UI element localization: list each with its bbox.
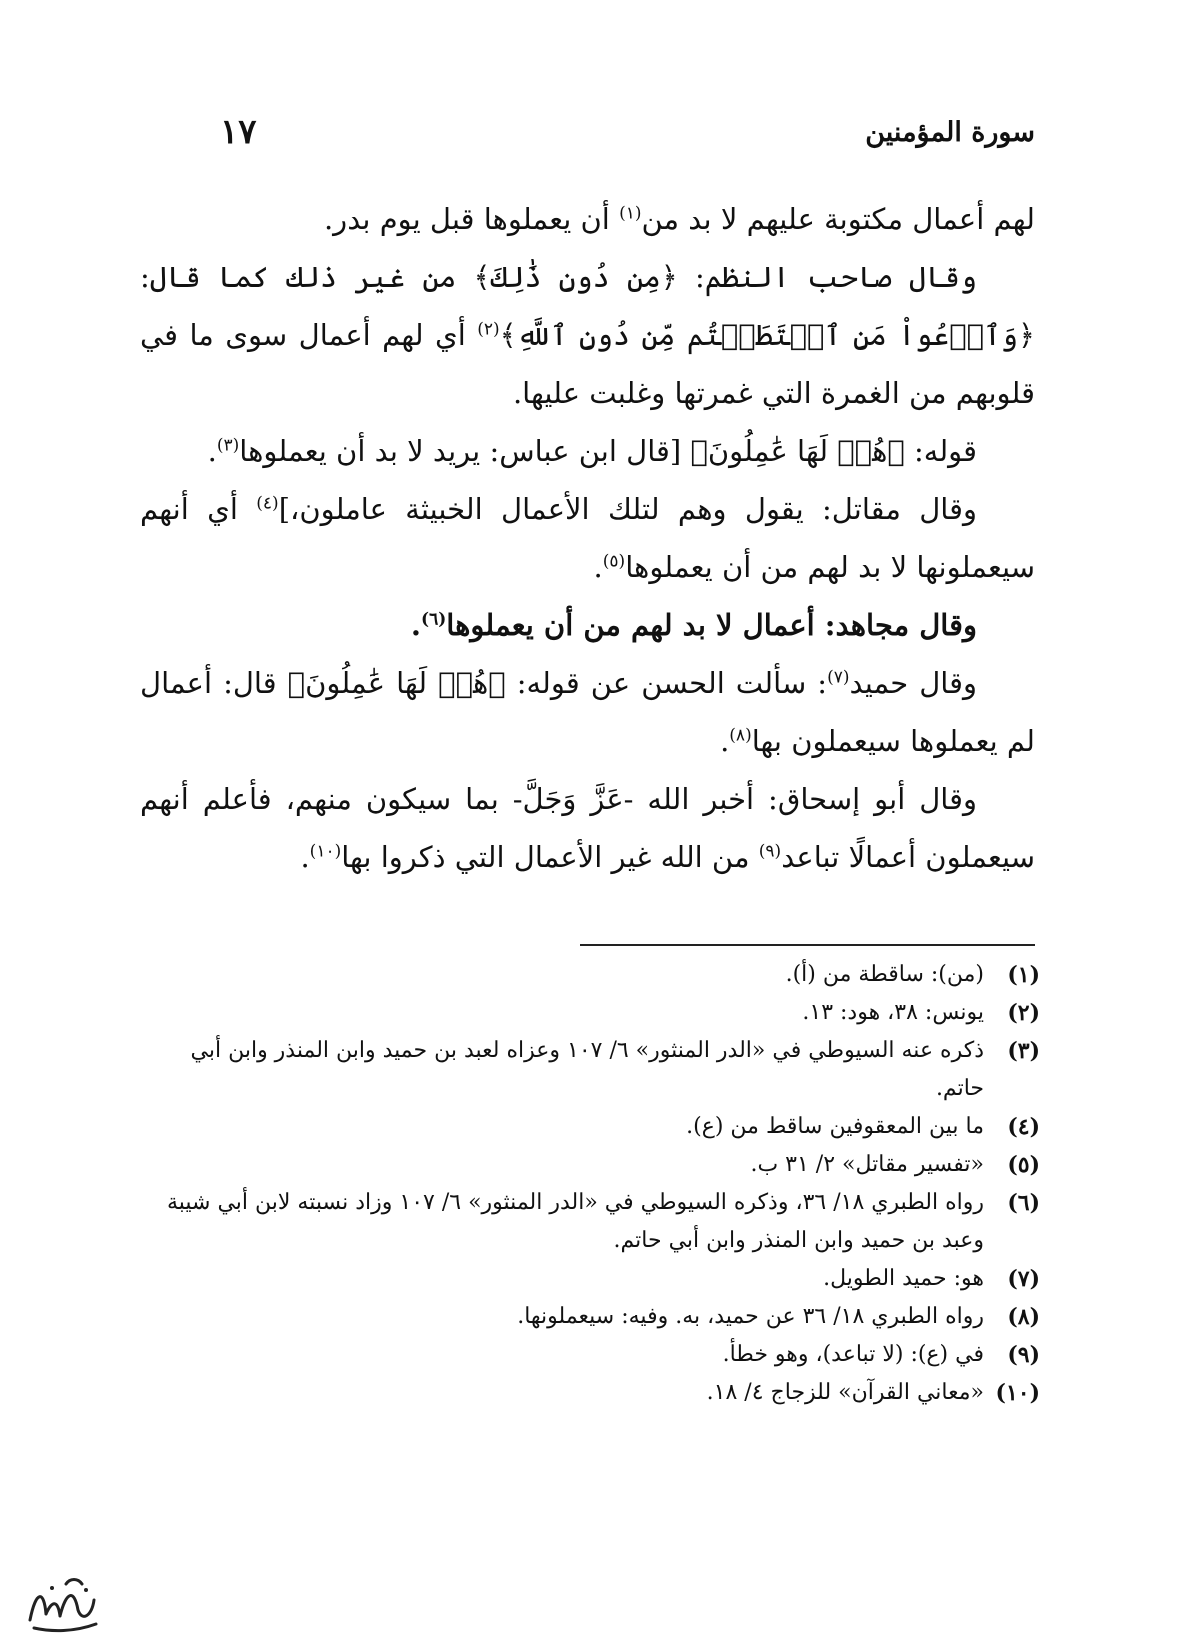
footnote-item <box>140 1374 1040 1412</box>
paragraph-5: وقال مجاهد: أعمال لا بد لهم من أن يعملوها$^{(٦)}$. <box>410 608 977 642</box>
footnote-text: في (ع): (لا تباعد)، وهو خطأ. <box>722 1342 984 1367</box>
footnote-number: (٤) <box>1007 1114 1040 1140</box>
footnote-ref-1[interactable]: (١) <box>619 203 642 224</box>
footnote-item <box>140 1032 1040 1108</box>
footnote-text: رواه الطبري ١٨/ ٣٦ عن حميد، به. وفيه: سيعملونها. <box>517 1304 984 1329</box>
surah-title: سورة المؤمنين <box>865 116 1035 148</box>
footnote-number: (٣) <box>1007 1038 1040 1064</box>
footnote-number: (٩) <box>1007 1342 1040 1368</box>
footnote-ref-7[interactable]: (٧) <box>827 667 850 688</box>
page-number: ١٧ <box>220 112 257 152</box>
footnote-ref-2[interactable]: (٢) <box>477 319 500 340</box>
footnote-number: (٨) <box>1007 1304 1040 1330</box>
footnote-number: (٥) <box>1007 1152 1040 1178</box>
footnote-text: هو: حميد الطويل. <box>823 1266 984 1291</box>
footnote-text: (من): ساقطة من (أ). <box>785 962 984 987</box>
footnotes <box>140 956 1040 1412</box>
main-text <box>140 190 1035 886</box>
footnote-number: (٢) <box>1007 1000 1040 1026</box>
paragraph-6: وقال حميد$^{(٧)}$: سألت الحسن عن قوله: ﴿هُمۡ لَهَا عَٰمِلُونَ﴾ قال: أعمال لم يعملوها سيعملون بها$^{(٨)}$. <box>140 666 1035 758</box>
footnote-number: (١٠) <box>995 1380 1040 1406</box>
footnote-text: ذكره عنه السيوطي في «الدر المنثور» ٦/ ١٠٧ وعزاه لعبد بن حميد وابن المنذر وابن أبي حاتم. <box>190 1038 984 1101</box>
footnote-ref-4[interactable]: (٤) <box>256 493 279 514</box>
footnote-ref-8[interactable]: (٨) <box>729 725 752 746</box>
footnote-item <box>140 1260 1040 1298</box>
footnote-ref-9[interactable]: (٩) <box>758 841 782 862</box>
footnote-divider <box>580 944 1035 946</box>
footnote-text: يونس: ٣٨، هود: ١٣. <box>802 1000 984 1025</box>
footnote-ref-3[interactable]: (٣) <box>216 435 240 456</box>
footnote-text: رواه الطبري ١٨/ ٣٦، وذكره السيوطي في «الدر المنثور» ٦/ ١٠٧ وزاد نسبته لابن أبي شيبة وعبد بن حميد وابن المنذر وابن أبي حاتم. <box>166 1190 984 1253</box>
footnote-item <box>140 956 1040 994</box>
footnote-number: (١) <box>1007 962 1040 988</box>
footnote-item <box>140 1108 1040 1146</box>
footnote-item <box>140 1184 1040 1260</box>
footnote-ref-6[interactable]: (٦) <box>421 609 447 630</box>
footnote-ref-10[interactable]: (١٠) <box>309 841 342 862</box>
footnote-item <box>140 1336 1040 1374</box>
footnote-text: «معاني القرآن» للزجاج ٤/ ١٨. <box>706 1380 984 1405</box>
footnote-text: ما بين المعقوفين ساقط من (ع). <box>686 1114 984 1139</box>
footnote-text: «تفسير مقاتل» ٢/ ٣١ ب. <box>750 1152 984 1177</box>
paragraph-1: لهم أعمال مكتوبة عليهم لا بد من$^{(١)}$ أن يعملوها قبل يوم بدر. <box>323 202 1035 236</box>
paragraph-4: وقال مقاتل: يقول وهم لتلك الأعمال الخبيثة عاملون،]$^{(٤)}$ أي أنهم سيعملونها لا بد لهم من أن يعملوها$^{(٥)}$. <box>140 492 1035 584</box>
footnote-item <box>140 1298 1040 1336</box>
page-header <box>220 108 1035 156</box>
paragraph-7: وقال أبو إسحاق: أخبر الله -عَزَّ وَجَلَّ- بما سيكون منهم، فأعلم أنهم سيعملون أعمالًا تباعد$^{(٩)}$ من الله غير الأعمال التي ذكروا بها$^{(١٠)}$. <box>140 782 1035 874</box>
footnote-item <box>140 994 1040 1032</box>
paragraph-2: وقال صاحب النظم: ﴿مِن دُونِ ذَٰلِكَ﴾ من غير ذلك كما قال: ﴿وَٱدۡعُواْ مَنِ ٱسۡتَطَعۡتُم مِّن دُونِ ٱللَّهِ﴾$^{(٢)}$ أي لهم أعمال سوى ما في قلوبهم من الغمرة التي غمرتها وغلبت عليها. <box>140 260 1035 410</box>
footnote-number: (٧) <box>1007 1266 1040 1292</box>
footnote-ref-5[interactable]: (٥) <box>602 551 626 572</box>
publisher-logo <box>22 1570 102 1638</box>
paragraph-3: قوله: ﴿هُمۡ لَهَا عَٰمِلُونَ﴾ [قال ابن عباس: يريد لا بد أن يعملوها$^{(٣)}$. <box>207 434 977 468</box>
footnote-item <box>140 1146 1040 1184</box>
footnote-number: (٦) <box>1007 1190 1040 1216</box>
